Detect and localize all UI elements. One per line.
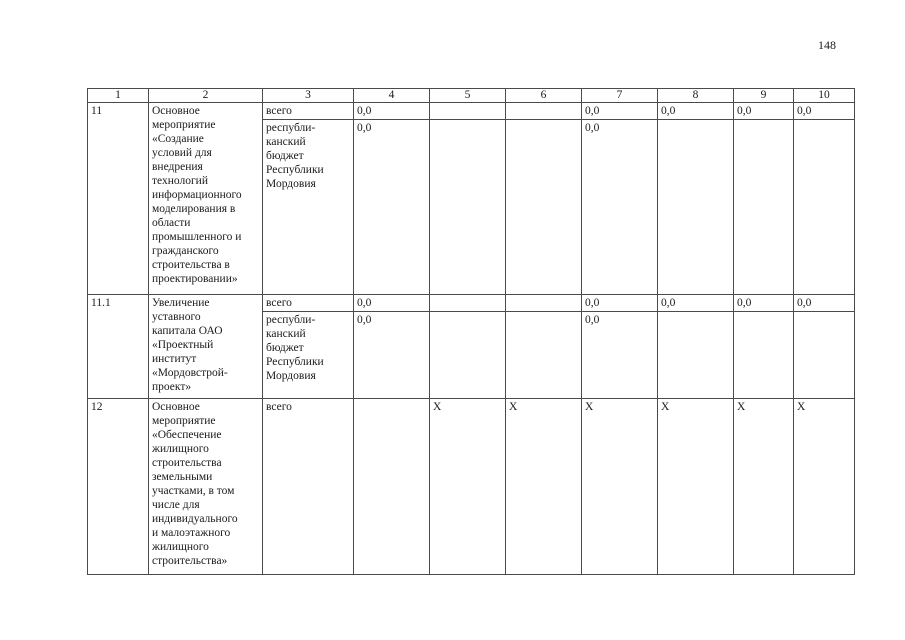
header-cell: 10 — [794, 89, 855, 103]
value-cell: 0,0 — [734, 295, 794, 312]
source-cell: всего — [263, 399, 354, 575]
source-cell: республи- канский бюджет Республики Мордовия — [263, 120, 354, 295]
value-cell: 0,0 — [354, 120, 430, 295]
value-cell: X — [794, 399, 855, 575]
value-cell: 0,0 — [734, 103, 794, 120]
value-cell: 0,0 — [354, 295, 430, 312]
table-row — [88, 399, 855, 575]
value-cell — [430, 295, 506, 312]
header-cell: 4 — [354, 89, 430, 103]
source-cell: республи- канский бюджет Республики Мордовия — [263, 312, 354, 399]
source-cell: всего — [263, 295, 354, 312]
header-cell: 1 — [88, 89, 149, 103]
header-cell: 9 — [734, 89, 794, 103]
header-cell: 2 — [149, 89, 263, 103]
row-name-cell: Увеличение уставного капитала ОАО «Проектный институт «Мордовстрой- проект» — [149, 295, 263, 399]
value-cell: 0,0 — [658, 103, 734, 120]
value-cell: 0,0 — [354, 103, 430, 120]
source-cell: всего — [263, 103, 354, 120]
header-cell: 8 — [658, 89, 734, 103]
value-cell: 0,0 — [794, 295, 855, 312]
row-name-cell: Основное мероприятие «Создание условий для внедрения технологий информационного моделирования в области промышленного и гражданского строительства в проектировании» — [149, 103, 263, 295]
row-id-cell: 11.1 — [88, 295, 149, 399]
value-cell — [430, 312, 506, 399]
value-cell — [430, 103, 506, 120]
header-cell: 3 — [263, 89, 354, 103]
value-cell: 0,0 — [794, 103, 855, 120]
value-cell — [658, 312, 734, 399]
header-cell: 6 — [506, 89, 582, 103]
value-cell — [734, 312, 794, 399]
value-cell: 0,0 — [658, 295, 734, 312]
value-cell — [658, 120, 734, 295]
value-cell: X — [506, 399, 582, 575]
row-id-cell: 12 — [88, 399, 149, 575]
value-cell — [506, 120, 582, 295]
value-cell: 0,0 — [582, 312, 658, 399]
value-cell — [734, 120, 794, 295]
value-cell: X — [430, 399, 506, 575]
value-cell: 0,0 — [582, 120, 658, 295]
value-cell: 0,0 — [582, 103, 658, 120]
value-cell — [794, 120, 855, 295]
header-cell: 5 — [430, 89, 506, 103]
value-cell — [506, 103, 582, 120]
row-id-cell: 11 — [88, 103, 149, 295]
value-cell: X — [582, 399, 658, 575]
value-cell — [430, 120, 506, 295]
value-cell — [794, 312, 855, 399]
row-name-cell: Основное мероприятие «Обеспечение жилищного строительства земельными участками, в том числе для индивидуального и малоэтажного жилищного строительства» — [149, 399, 263, 575]
value-cell: 0,0 — [582, 295, 658, 312]
page-number: 148 — [818, 38, 836, 52]
budget-table — [87, 88, 855, 575]
value-cell — [506, 295, 582, 312]
value-cell — [354, 399, 430, 575]
header-row — [88, 89, 855, 103]
table-row — [88, 103, 855, 120]
value-cell: X — [734, 399, 794, 575]
value-cell — [506, 312, 582, 399]
header-cell: 7 — [582, 89, 658, 103]
value-cell: 0,0 — [354, 312, 430, 399]
table-row — [88, 295, 855, 312]
value-cell: X — [658, 399, 734, 575]
